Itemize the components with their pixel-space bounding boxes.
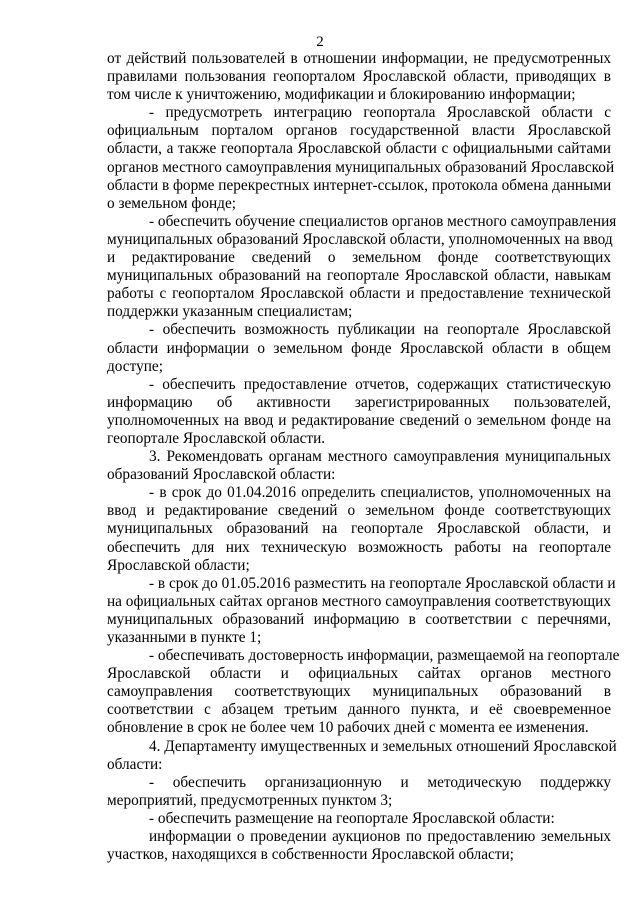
page-number: 2 [316, 34, 324, 50]
document-body [107, 50, 620, 864]
text-line: информации о проведении аукционов по предоставлению земельных [149, 828, 611, 846]
text-line: - обеспечить организационную и методическую поддержку [149, 773, 611, 791]
text-line: от действий пользователей в отношении информации, не предусмотренных [107, 50, 611, 67]
text-line: - обеспечить возможность публикации на геопортале Ярославской [149, 321, 611, 339]
text-line: самоуправления соответствующих муниципальных образований в [107, 683, 611, 701]
text-line: геопортале Ярославской области. [107, 429, 326, 447]
text-line: поддержки указанным специалистам; [107, 303, 353, 321]
text-line: на официальных сайтах органов местного самоуправления соответствующих [107, 592, 611, 610]
text-line: и редактирование сведений о земельном фонде соответствующих [107, 249, 611, 267]
text-line: области: [107, 755, 163, 773]
text-line: о земельном фонде; [107, 194, 237, 212]
text-line: области информации о земельном фонде Ярославской области в общем [107, 339, 611, 357]
text-line: правилами пользования геопорталом Ярославской области, приводящих в [107, 68, 611, 86]
text-line: информацию об активности зарегистрированных пользователей, [107, 393, 611, 411]
text-line: Ярославской области и официальных сайтах органов местного [107, 665, 611, 683]
text-line: области в форме перекрестных интернет-ссылок, протокола обмена данными [107, 176, 612, 194]
text-line: обеспечить для них техническую возможность работы на геопортале [107, 538, 611, 556]
text-line: Ярославской области; [107, 556, 250, 574]
text-line: - предусмотреть интеграцию геопортала Ярославской области с [149, 104, 611, 122]
text-line: работы с геопорталом Ярославской области и предоставление технической [107, 285, 611, 303]
text-line: участков, находящихся в собственности Ярославской области; [107, 846, 514, 864]
text-line: - обеспечить обучение специалистов органов местного самоуправления [149, 212, 617, 230]
text-line: уполномоченных на ввод и редактирование сведений о земельном фонде на [107, 411, 611, 429]
text-line: - обеспечить предоставление отчетов, содержащих статистическую [149, 375, 611, 393]
text-line: муниципальных образований на геопортале Ярославской области, навыкам [107, 267, 611, 285]
text-line: соответствии с абзацем третьим данного пункта, и её своевременное [107, 701, 611, 719]
text-line: - в срок до 01.05.2016 разместить на геопортале Ярославской области и [149, 574, 616, 592]
text-line: муниципальных образований на геопортале Ярославской области, и [107, 520, 611, 538]
text-line: указанными в пункте 1; [107, 629, 262, 646]
text-line: муниципальных образований Ярославской области, уполномоченных на ввод [107, 230, 613, 248]
text-line: 3. Рекомендовать органам местного самоуправления муниципальных [149, 448, 611, 466]
text-line: органов местного самоуправления муниципальных образований Ярославской [107, 158, 615, 176]
text-line: муниципальных образований информацию в соответствии с перечнями, [107, 610, 611, 628]
text-line: ввод и редактирование сведений о земельном фонде соответствующих [107, 502, 611, 520]
text-line: - обеспечивать достоверность информации, размещаемой на геопортале [149, 647, 620, 665]
text-line: том числе к уничтожению, модификации и блокированию информации; [107, 86, 576, 104]
text-line: мероприятий, предусмотренных пунктом 3; [107, 791, 393, 809]
text-line: официальным порталом органов государственной власти Ярославской [107, 122, 611, 140]
text-line: области, а также геопортала Ярославской области с официальными сайтами [107, 140, 611, 158]
text-line: обновление в срок не более чем 10 рабочих дней с момента ее изменения. [107, 719, 589, 737]
text-line: доступе; [107, 357, 163, 375]
text-line: - в срок до 01.04.2016 определить специалистов, уполномоченных на [149, 484, 611, 502]
text-line: - обеспечить размещение на геопортале Ярославской области: [149, 809, 555, 827]
text-line: 4. Департаменту имущественных и земельных отношений Ярославской [149, 737, 617, 755]
text-line: образований Ярославской области: [107, 466, 336, 484]
